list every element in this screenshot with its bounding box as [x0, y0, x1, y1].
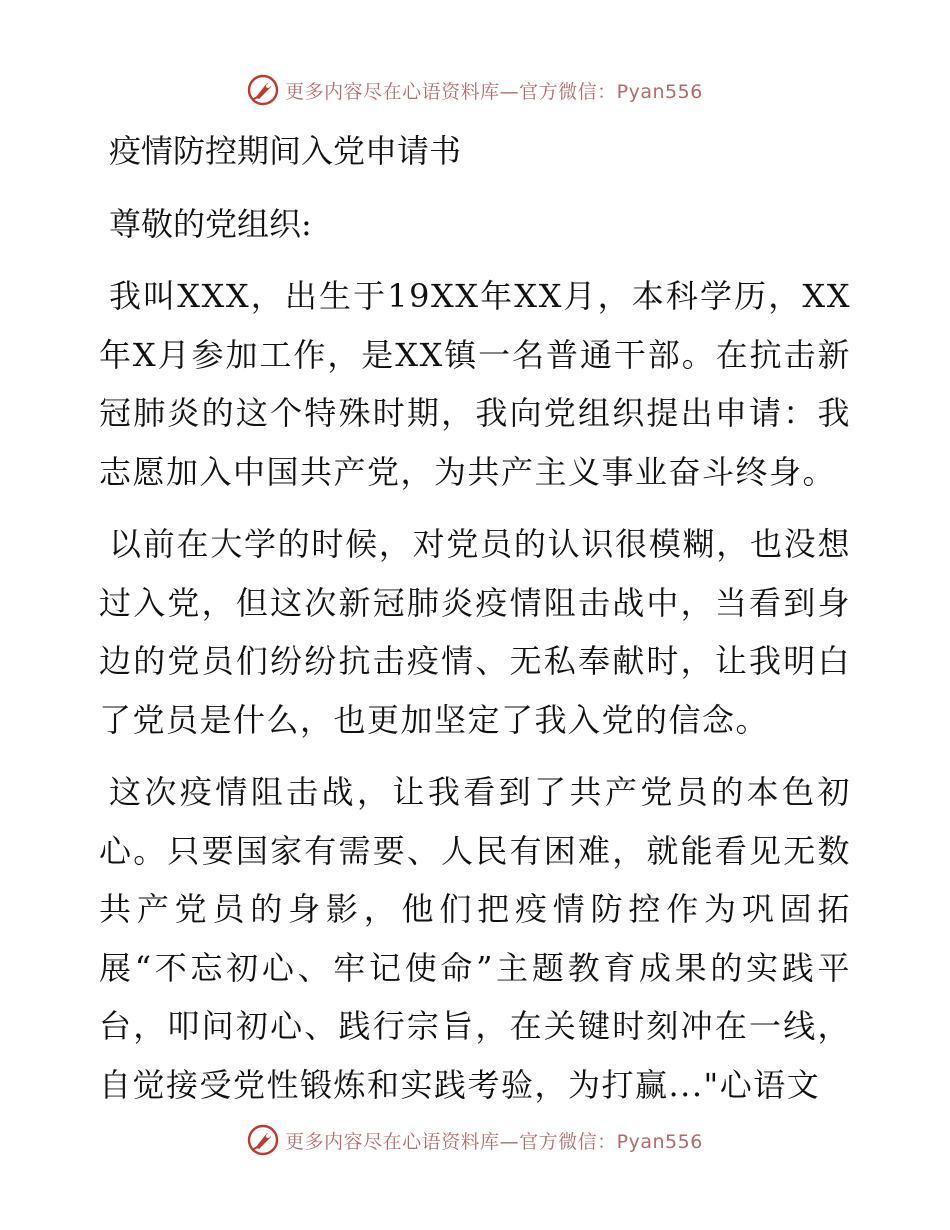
header-watermark-text: 更多内容尽在心语资料库—官方微信：Pyan556: [285, 80, 703, 103]
header-watermark-banner: [0, 72, 950, 108]
document-title: 疫情防控期间入党申请书: [109, 132, 462, 170]
paragraph-2: 以前在大学的时候，对党员的认识很模糊，也没想过入党，但这次新冠肺炎疫情阻击战中，当看到身边的党员们纷纷抗击疫情、无私奉献时，让我明白了党员是什么，也更加坚定了我入党的信念。: [99, 525, 851, 739]
paragraph-1: 我叫XXX，出生于19XX年XX月，本科学历，XX年X月参加工作，是XX镇一名普通干部。在抗击新冠肺炎的这个特殊时期，我向党组织提出申请：我志愿加入中国共产党，为共产主义事业奋斗终身。: [99, 277, 851, 491]
paragraph-3: 这次疫情阻击战，让我看到了共产党员的本色初心。只要国家有需要、人民有困难，就能看见无数共产党员的身影，他们把疫情防控作为巩固拓展“不忘初心、牢记使命”主题教育成果的实践平台，叩问初心、践行宗旨，在关键时刻冲在一线，自觉接受党性锻炼和实践考验，为打赢..."心语文: [99, 773, 851, 1104]
pen-nib-seal-icon: [247, 74, 279, 106]
pen-nib-seal-icon: [247, 1124, 279, 1156]
footer-watermark-text: 更多内容尽在心语资料库—官方微信：Pyan556: [285, 1130, 703, 1153]
document-salutation: 尊敬的党组织:: [109, 204, 312, 243]
document-body: [99, 122, 851, 1114]
footer-watermark-banner: [0, 1122, 950, 1158]
